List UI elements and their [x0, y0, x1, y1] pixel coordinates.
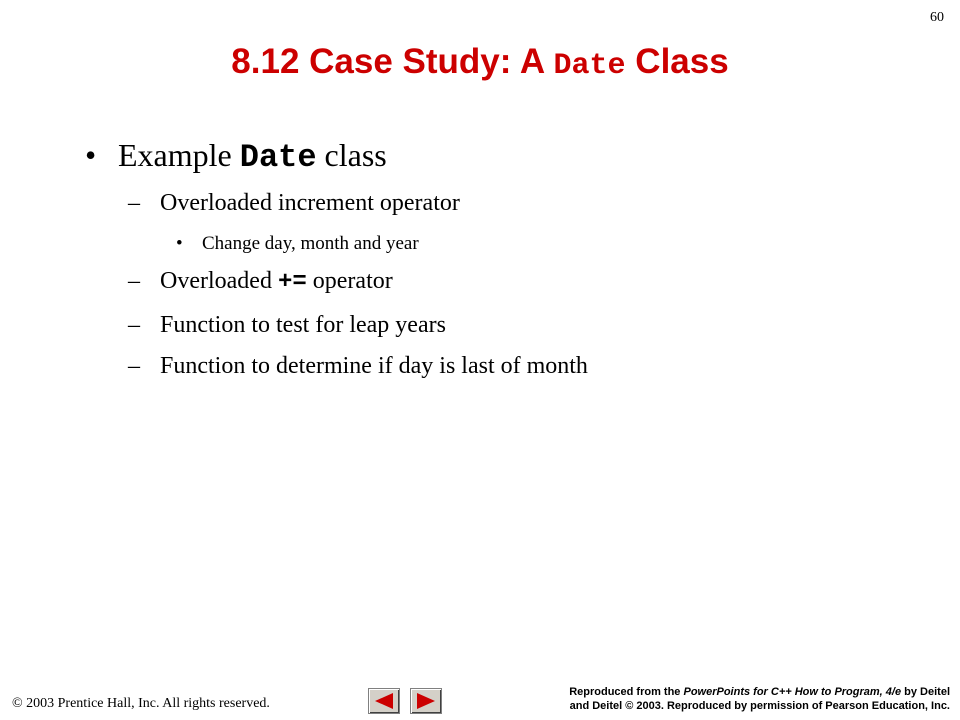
arrow-right-icon — [415, 692, 437, 710]
reproduction-notice — [490, 685, 950, 713]
sub-item-text: Overloaded increment operator — [160, 190, 460, 216]
dash-icon: – — [128, 268, 140, 294]
main-bullet-text-before: Example — [118, 137, 240, 173]
title-prefix: 8.12 Case Study: A — [231, 42, 554, 81]
dash-icon: – — [128, 312, 140, 338]
sub-item-code: += — [277, 269, 307, 296]
reproduction-line-2: and Deitel © 2003. Reproduced by permission of Pearson Education, Inc. — [569, 700, 950, 712]
sub-item-text-before: Overloaded — [160, 268, 278, 294]
sub-item-text: Function to test for leap years — [160, 312, 446, 338]
slide-title — [0, 42, 960, 83]
sub-item-increment — [128, 190, 460, 217]
sub-sub-item-change — [176, 233, 419, 255]
dash-icon: – — [128, 190, 140, 216]
title-code: Date — [553, 49, 626, 83]
next-slide-button[interactable] — [410, 688, 442, 714]
main-bullet-code: Date — [239, 139, 317, 176]
slide-navigation — [368, 688, 442, 714]
dash-icon: – — [128, 353, 140, 379]
main-bullet-text-after: class — [316, 137, 387, 173]
sub-sub-item-text: Change day, month and year — [202, 233, 419, 254]
bullet-icon: • — [85, 137, 97, 173]
sub-item-text-after: operator — [306, 268, 393, 294]
sub-item-plus-equals — [128, 268, 393, 296]
small-bullet-icon: • — [176, 233, 183, 254]
sub-item-leap-years — [128, 312, 446, 339]
previous-slide-button[interactable] — [368, 688, 400, 714]
title-suffix: Class — [625, 42, 729, 81]
book-title: PowerPoints for C++ How to Program, 4/e — [683, 686, 902, 698]
sub-item-last-of-month — [128, 353, 588, 380]
arrow-left-icon — [373, 692, 395, 710]
copyright-notice: © 2003 Prentice Hall, Inc. All rights reserved. — [12, 696, 270, 711]
slide-number: 60 — [930, 10, 944, 25]
reproduction-line-1: Reproduced from the PowerPoints for C++ How to Program, 4/e by Deitel — [569, 686, 950, 698]
main-bullet — [85, 137, 387, 176]
sub-item-text: Function to determine if day is last of month — [160, 353, 588, 379]
